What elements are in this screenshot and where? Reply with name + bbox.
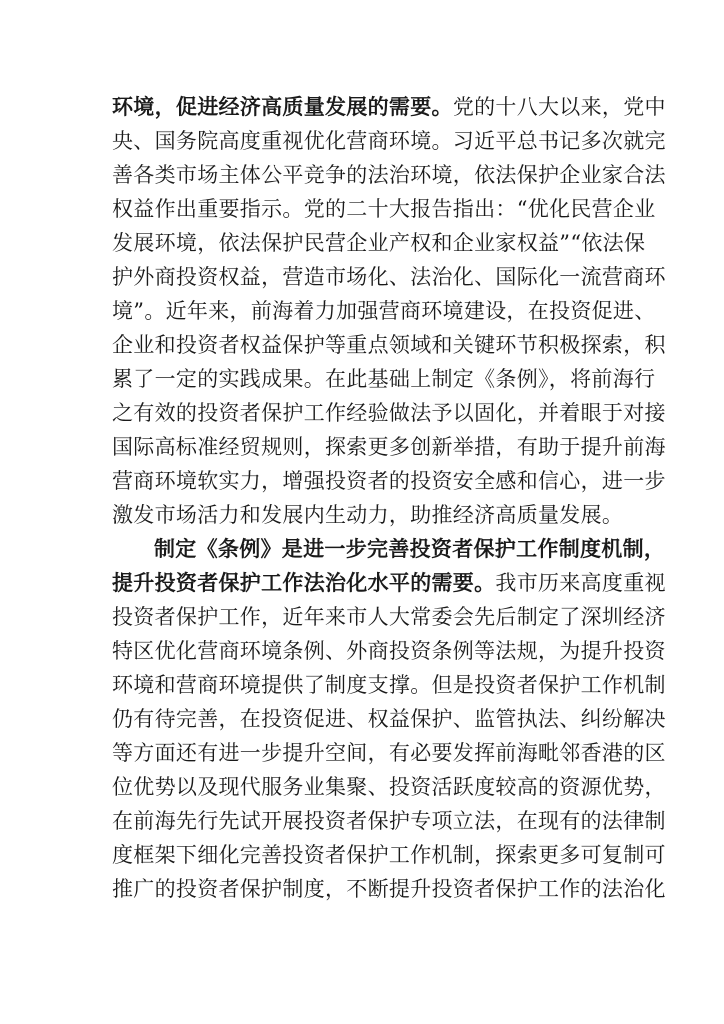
text-line: [112, 838, 666, 872]
text-line: [112, 872, 666, 906]
bold-heading-text: 制定《条例》是进一步完善投资者保护工作制度机制，: [154, 537, 666, 561]
line-text: 我市历来高度重视: [495, 571, 666, 595]
text-line: [112, 294, 656, 328]
text-line: [112, 634, 666, 668]
line-text: 之有效的投资者保护工作经验做法予以固化，并着眼于对接: [112, 401, 666, 425]
text-line: [112, 804, 666, 838]
line-text: 特区优化营商环境条例、外商投资条例等法规，为提升投资: [112, 639, 666, 663]
body-text: [112, 90, 666, 906]
text-line: [112, 464, 666, 498]
line-text: 央、国务院高度重视优化营商环境。习近平总书记多次就完: [112, 129, 666, 153]
line-text: 权益作出重要指示。党的二十大报告指出：“优化民营企业: [112, 197, 656, 221]
line-text: 度框架下细化完善投资者保护工作机制，探索更多可复制可: [112, 843, 666, 867]
line-text: 营商环境软实力，增强投资者的投资安全感和信心，进一步: [112, 469, 666, 493]
text-line: [112, 566, 666, 600]
text-line: [112, 362, 656, 396]
line-text: 激发市场活力和发展内生动力，助推经济高质量发展。: [112, 503, 624, 527]
line-text: 党的十八大以来，党中: [452, 95, 666, 119]
line-text: 企业和投资者权益保护等重点领域和关键环节积极探索，积: [112, 333, 666, 357]
text-line: [112, 532, 666, 566]
text-line: [112, 498, 624, 532]
text-line: [112, 226, 646, 260]
text-line: [112, 328, 666, 362]
text-line: [112, 396, 666, 430]
line-text: 在前海先行先试开展投资者保护专项立法，在现有的法律制: [112, 809, 666, 833]
line-text: 国际高标准经贸规则，探索更多创新举措，有助于提升前海: [112, 435, 666, 459]
line-text: 善各类市场主体公平竞争的法治环境，依法保护企业家合法: [112, 163, 666, 187]
line-text: 境”。近年来，前海着力加强营商环境建设，在投资促进、: [112, 299, 656, 323]
text-line: [112, 260, 666, 294]
line-text: 仍有待完善，在投资促进、权益保护、监管执法、纠纷解决: [112, 707, 666, 731]
text-line: [112, 702, 666, 736]
line-text: 发展环境，依法保护民营企业产权和企业家权益”“依法保: [112, 231, 646, 255]
text-line: [112, 430, 666, 464]
line-text: 投资者保护工作，近年来市人大常委会先后制定了深圳经济: [112, 605, 666, 629]
bold-heading-text: 环境，促进经济高质量发展的需要。: [112, 95, 453, 119]
line-text: 累了一定的实践成果。在此基础上制定《条例》，将前海行: [112, 367, 656, 391]
line-text: 等方面还有进一步提升空间，有必要发挥前海毗邻香港的区: [112, 741, 666, 765]
line-text: 推广的投资者保护制度，不断提升投资者保护工作的法治化: [112, 877, 666, 901]
text-line: [112, 736, 666, 770]
text-line: [112, 668, 666, 702]
text-line: [112, 600, 666, 634]
line-text: 护外商投资权益，营造市场化、法治化、国际化一流营商环: [112, 265, 666, 289]
line-text: 位优势以及现代服务业集聚、投资活跃度较高的资源优势，: [112, 775, 666, 799]
text-line: [112, 770, 666, 804]
text-line: [112, 158, 666, 192]
text-line: [112, 192, 656, 226]
line-text: 环境和营商环境提供了制度支撑。但是投资者保护工作机制: [112, 673, 666, 697]
text-line: [112, 124, 666, 158]
bold-heading-text: 提升投资者保护工作法治化水平的需要。: [112, 571, 496, 595]
text-line: [112, 90, 666, 124]
